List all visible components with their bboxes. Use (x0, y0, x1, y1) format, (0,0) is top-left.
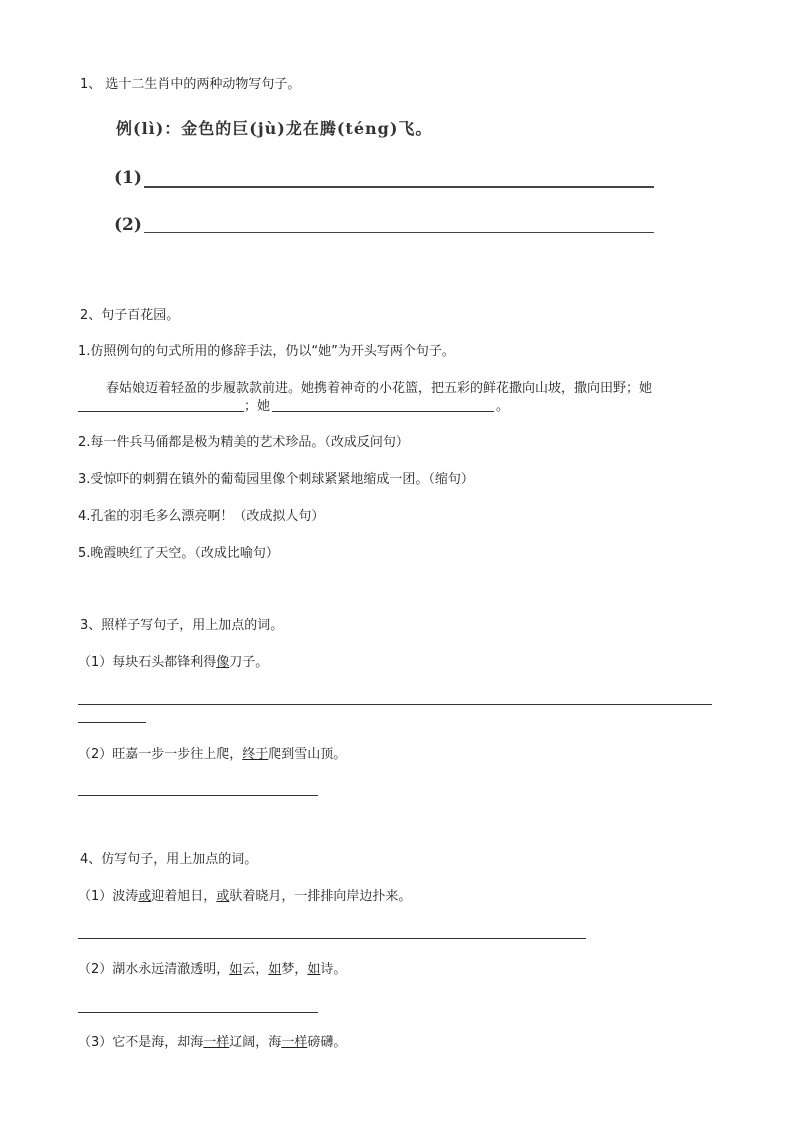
q4-sentence-3 (78, 1035, 346, 1051)
q4-s1-key-1: 或 (138, 889, 152, 904)
q2-blank-2[interactable] (272, 411, 494, 412)
q3-sentence-1 (78, 655, 268, 671)
q2-item-1: 1.仿照例句的句式所用的修辞手法，仍以“她”为开头写两个句子。 (78, 344, 455, 359)
q3-answer-line-1b[interactable] (78, 722, 146, 723)
q2-item-1-mid: ；她 (244, 399, 271, 414)
q4-s3-key-1: 一样 (203, 1035, 230, 1050)
q1-line1-label: (1) (114, 168, 142, 188)
q2-item-1-example: 春姑娘迈着轻盈的步履款款前进。她携着神奇的小花篮，把五彩的鲜花撒向山坡，撒向田野；她 (106, 381, 653, 396)
q1-answer-line-1[interactable] (144, 186, 654, 188)
q4-s2-key-2: 如 (268, 962, 282, 977)
q3-s2-post: 爬到雪山顶。 (268, 747, 347, 762)
q4-s2-c: 云， (242, 962, 269, 977)
q4-s1-e: 驮着晓月，一排排向岸边扑来。 (229, 889, 412, 904)
q4-answer-line-2[interactable] (78, 1012, 318, 1013)
q4-heading: 4、仿写句子，用上加点的词。 (80, 852, 258, 867)
q4-s2-e: 梦， (281, 962, 308, 977)
q4-s1-key-2: 或 (216, 889, 230, 904)
q3-answer-line-1a[interactable] (78, 704, 712, 705)
q3-s1-post: 刀子。 (229, 655, 269, 670)
q2-item-1-end: 。 (496, 399, 510, 414)
q4-s2-key-1: 如 (229, 962, 243, 977)
q1-heading: 1、 选十二生肖中的两种动物写句子。 (80, 77, 301, 92)
q2-heading: 2、句子百花园。 (80, 308, 180, 323)
q2-item-2: 2.每一件兵马俑都是极为精美的艺术珍品。（改成反问句） (78, 435, 409, 450)
q3-answer-line-2[interactable] (78, 795, 318, 796)
q4-s3-key-2: 一样 (281, 1035, 308, 1050)
q4-s1-c: 迎着旭日， (151, 889, 217, 904)
q1-example-image (108, 112, 668, 252)
q3-sentence-2 (78, 747, 346, 763)
q3-s1-key: 像 (216, 655, 230, 670)
q2-item-4: 4.孔雀的羽毛多么漂亮啊！（改成拟人句） (78, 509, 325, 524)
q1-answer-line-2[interactable] (144, 232, 654, 233)
q1-line2-label: (2) (114, 215, 142, 235)
q4-s2-a: （2）湖水永远清澈透明， (78, 962, 230, 977)
q4-answer-line-1[interactable] (78, 938, 586, 939)
q4-s2-key-3: 如 (307, 962, 321, 977)
q3-s2-key: 终于 (242, 747, 269, 762)
q3-s2-pre: （2）旺嘉一步一步往上爬， (78, 747, 243, 762)
q4-s3-c: 辽阔，海 (229, 1035, 282, 1050)
q1-example-sentence: 例(lì)：金色的巨(jù)龙在腾(téng)飞。 (116, 119, 433, 138)
q4-s3-a: （3）它不是海，却海 (78, 1035, 204, 1050)
q4-sentence-1 (78, 889, 411, 905)
q4-s2-g: 诗。 (320, 962, 347, 977)
q2-blank-1[interactable] (78, 411, 244, 412)
q2-item-3: 3.受惊吓的刺猬在镇外的葡萄园里像个刺球紧紧地缩成一团。（缩句） (78, 472, 474, 487)
q4-s3-e: 磅礴。 (307, 1035, 347, 1050)
q4-s1-a: （1）波涛 (78, 889, 139, 904)
q4-sentence-2 (78, 962, 346, 978)
q2-item-5: 5.晚霞映红了天空。（改成比喻句） (78, 546, 279, 561)
q3-s1-pre: （1）每块石头都锋利得 (78, 655, 217, 670)
q3-heading: 3、照样子写句子，用上加点的词。 (80, 618, 284, 633)
